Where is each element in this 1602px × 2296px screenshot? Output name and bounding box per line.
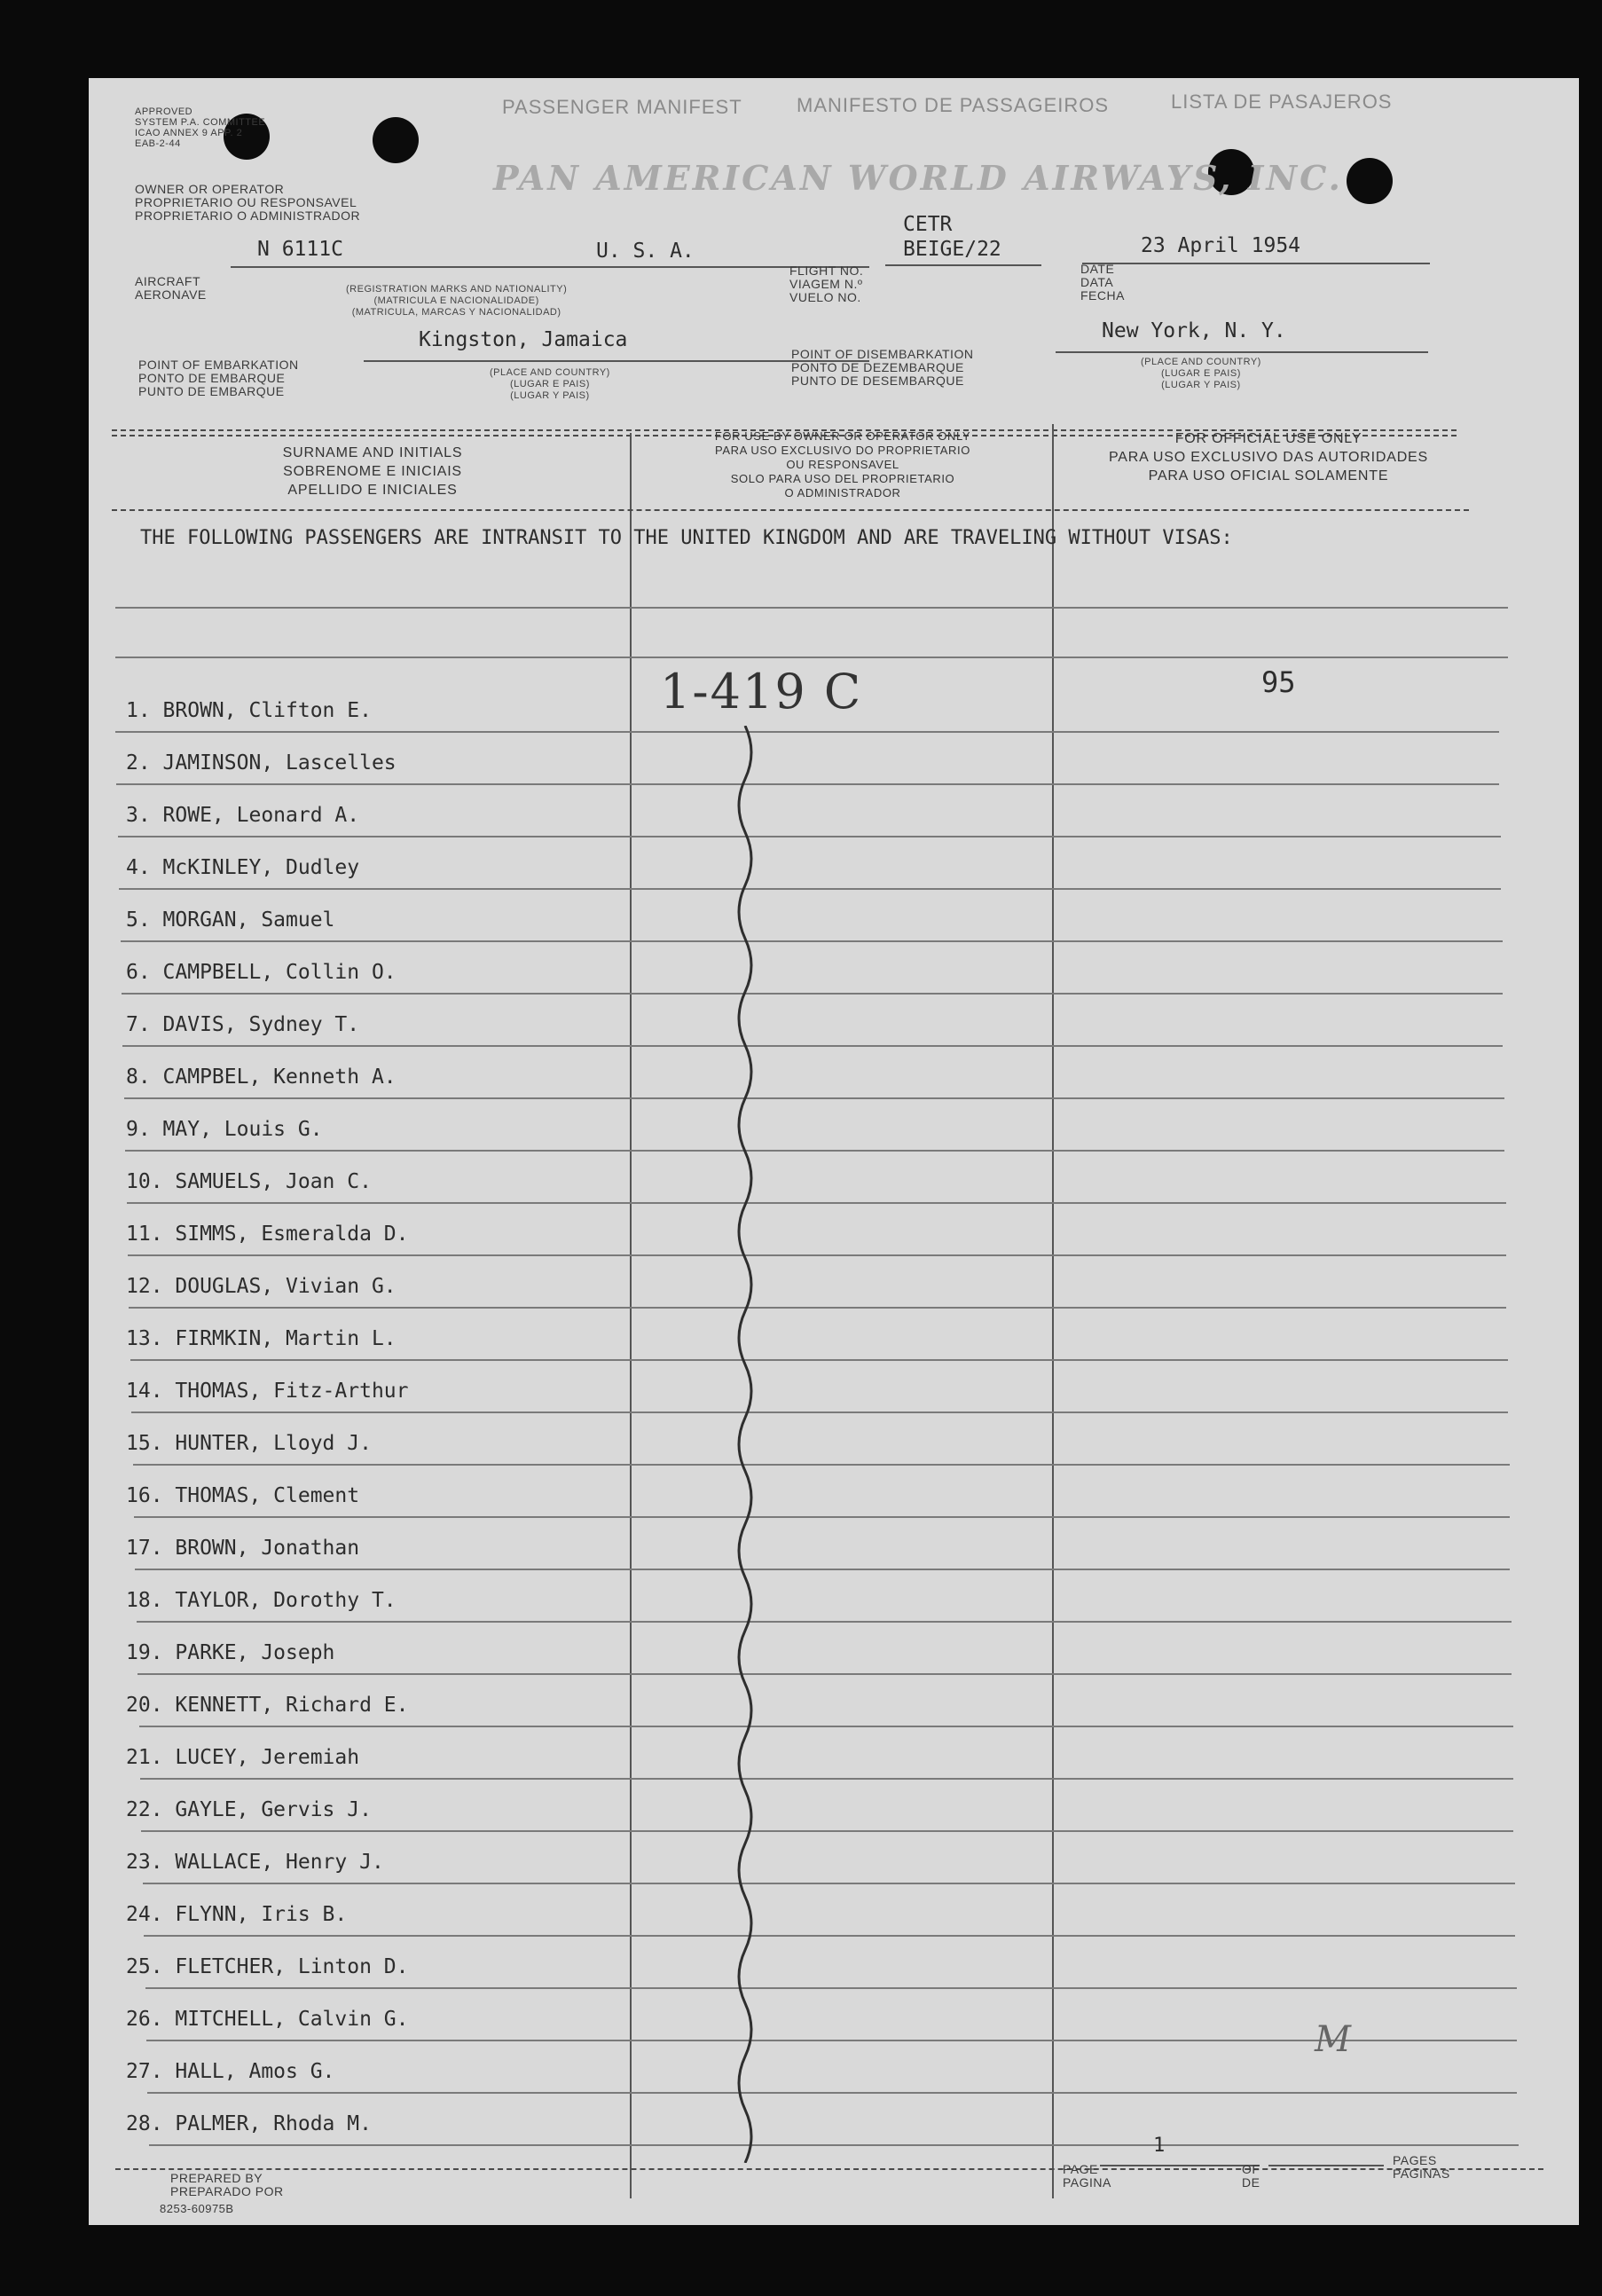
title-english: PASSENGER MANIFEST <box>502 96 742 118</box>
passenger-row: 15. HUNTER, Lloyd J. <box>126 1432 372 1455</box>
punch-hole <box>373 117 419 163</box>
passenger-row-line <box>137 1673 1512 1675</box>
passenger-row-line <box>130 1359 1508 1361</box>
passenger-row-line <box>116 783 1499 785</box>
passenger-row: 8. CAMPBEL, Kenneth A. <box>126 1065 397 1089</box>
date-underline <box>1082 263 1430 264</box>
column-heading-owner: FOR USE BY OWNER OR OPERATOR ONLY PARA USO EXCLUSIVO DO PROPRIETARIO OU RESPONSAVEL SOLO PARA USO DEL PROPRIETARIO O ADMINISTRADOR <box>714 429 971 499</box>
page-label: PAGE PAGINA <box>1063 2162 1111 2190</box>
nationality-value: U. S. A. <box>596 240 695 263</box>
blank-row-line <box>115 607 1508 609</box>
passenger-row-line <box>135 1569 1510 1570</box>
header-bottom-rule <box>112 509 1469 511</box>
passenger-row-line <box>122 993 1503 995</box>
passenger-row: 14. THOMAS, Fitz-Arthur <box>126 1380 409 1403</box>
passenger-row: 23. WALLACE, Henry J. <box>126 1851 384 1874</box>
column-heading-official: FOR OFFICIAL USE ONLY PARA USO EXCLUSIVO DAS AUTORIDADES PARA USO OFICIAL SOLAMENTE <box>1108 431 1429 484</box>
title-spanish: LISTA DE PASAJEROS <box>1171 90 1393 113</box>
passenger-row: 25. FLETCHER, Linton D. <box>126 1955 409 1978</box>
passenger-row-line <box>139 1726 1513 1727</box>
passenger-row: 22. GAYLE, Gervis J. <box>126 1798 372 1821</box>
passenger-row-line <box>128 1254 1506 1256</box>
aircraft-underline <box>231 266 869 268</box>
footer-rule <box>115 2168 1543 2170</box>
passenger-row: 18. TAYLOR, Dorothy T. <box>126 1589 397 1612</box>
of-underline <box>1268 2165 1384 2166</box>
passenger-row: 21. LUCEY, Jeremiah <box>126 1746 360 1769</box>
passenger-row-line <box>124 1097 1504 1099</box>
wavy-ditto-line <box>710 726 781 2163</box>
passenger-row: 17. BROWN, Jonathan <box>126 1537 360 1560</box>
title-portuguese: MANIFESTO DE PASSAGEIROS <box>797 94 1110 116</box>
passenger-row: 26. MITCHELL, Calvin G. <box>126 2008 409 2031</box>
registration-caption: (REGISTRATION MARKS AND NATIONALITY) (MATRICULA E NACIONALIDADE) (MATRICULA, MARCAS Y NACIONALIDAD) <box>346 284 568 318</box>
pages-label: PAGES PAGINAS <box>1393 2153 1450 2181</box>
passenger-row-line <box>146 2040 1517 2041</box>
passenger-row: 24. FLYNN, Iris B. <box>126 1903 348 1926</box>
punch-hole <box>1347 158 1393 204</box>
passenger-row-line <box>133 1464 1510 1466</box>
aircraft-label: AIRCRAFT AERONAVE <box>135 274 207 302</box>
passenger-row-line <box>134 1516 1510 1518</box>
flight-value: BEIGE/22 <box>903 238 1001 261</box>
passenger-row-line <box>115 731 1499 733</box>
page-number: 1 <box>1153 2135 1166 2157</box>
passenger-row-line <box>122 1045 1503 1047</box>
passenger-row: 2. JAMINSON, Lascelles <box>126 751 397 775</box>
passenger-row: 19. PARKE, Joseph <box>126 1641 335 1664</box>
embarkation-value: Kingston, Jamaica <box>419 328 628 351</box>
manifest-page <box>89 78 1579 2225</box>
handwritten-initials: M <box>1315 2019 1351 2060</box>
passenger-row: 1. BROWN, Clifton E. <box>126 699 372 722</box>
disembarkation-label: POINT OF DISEMBARKATION PONTO DE DEZEMBARQUE PUNTO DE DESEMBARQUE <box>791 347 974 388</box>
passenger-row-line <box>140 1778 1513 1780</box>
embarkation-place-caption: (PLACE AND COUNTRY) (LUGAR E PAIS) (LUGAR Y PAIS) <box>490 367 610 401</box>
disembarkation-underline <box>1056 351 1428 353</box>
flight-underline <box>885 264 1041 266</box>
disembarkation-place-caption: (PLACE AND COUNTRY) (LUGAR E PAIS) (LUGAR Y PAIS) <box>1141 357 1261 390</box>
transit-notice: THE FOLLOWING PASSENGERS ARE INTRANSIT TO THE UNITED KINGDOM AND ARE TRAVELING WITHOUT VISAS: <box>140 527 1233 549</box>
of-label: OF DE <box>1242 2162 1260 2190</box>
passenger-row-line <box>119 888 1501 890</box>
passenger-row: 20. KENNETT, Richard E. <box>126 1694 409 1717</box>
passenger-row-line <box>121 940 1503 942</box>
passenger-row: 28. PALMER, Rhoda M. <box>126 2112 372 2135</box>
handwritten-owner-note: 1-419 C <box>660 664 863 719</box>
column-heading-surname: SURNAME AND INITIALS SOBRENOME E INICIAIS APELLIDO E INICIALES <box>282 445 463 498</box>
passenger-row: 13. FIRMKIN, Martin L. <box>126 1327 397 1350</box>
date-label: DATE DATA FECHA <box>1080 262 1125 303</box>
passenger-row-line <box>144 1935 1515 1937</box>
passenger-row: 4. McKINLEY, Dudley <box>126 856 360 879</box>
passenger-row: 7. DAVIS, Sydney T. <box>126 1013 360 1036</box>
passenger-row: 9. MAY, Louis G. <box>126 1118 323 1141</box>
passenger-row: 16. THOMAS, Clement <box>126 1484 360 1507</box>
page-underline <box>1100 2165 1260 2166</box>
date-value: 23 April 1954 <box>1141 234 1301 257</box>
passenger-row: 27. HALL, Amos G. <box>126 2060 335 2083</box>
passenger-row-line <box>129 1307 1506 1309</box>
disembarkation-value: New York, N. Y. <box>1102 319 1286 342</box>
flight-value-top: CETR <box>903 213 953 236</box>
approval-block: APPROVED SYSTEM P.A. COMMITTEE ICAO ANNEX 9 APP. 2 EAB-2-44 <box>135 106 266 149</box>
airline-name: PAN AMERICAN WORLD AIRWAYS, INC. <box>493 158 1343 198</box>
column-divider <box>1052 424 1054 2198</box>
passenger-row-line <box>131 1411 1508 1413</box>
passenger-row-line <box>149 2144 1519 2146</box>
passenger-row: 5. MORGAN, Samuel <box>126 908 335 932</box>
form-number: 8253-60975B <box>160 2202 234 2215</box>
passenger-row-line <box>137 1621 1512 1623</box>
passenger-row: 6. CAMPBELL, Collin O. <box>126 961 397 984</box>
passenger-row: 12. DOUGLAS, Vivian G. <box>126 1275 397 1298</box>
passenger-row: 10. SAMUELS, Joan C. <box>126 1170 372 1193</box>
column-divider <box>630 433 632 2198</box>
passenger-row-line <box>125 1150 1504 1152</box>
aircraft-value: N 6111C <box>257 238 343 261</box>
embarkation-label: POINT OF EMBARKATION PONTO DE EMBARQUE PUNTO DE EMBARQUE <box>138 358 299 398</box>
owner-operator-label: OWNER OR OPERATOR PROPRIETARIO OU RESPONSAVEL PROPRIETARIO O ADMINISTRADOR <box>135 182 361 223</box>
passenger-row-line <box>141 1830 1513 1832</box>
passenger-row: 3. ROWE, Leonard A. <box>126 804 360 827</box>
prepared-by-label: PREPARED BY PREPARADO POR <box>170 2171 284 2198</box>
passenger-row-line <box>118 836 1501 837</box>
passenger-row-line <box>145 1987 1517 1989</box>
passenger-row-line <box>127 1202 1506 1204</box>
blank-row-line <box>115 657 1508 658</box>
handwritten-official-note: 95 <box>1261 665 1296 699</box>
passenger-row-line <box>143 1883 1515 1884</box>
passenger-row: 11. SIMMS, Esmeralda D. <box>126 1223 409 1246</box>
flight-label: FLIGHT NO. VIAGEM N.º VUELO NO. <box>789 263 864 304</box>
passenger-row-line <box>147 2092 1517 2094</box>
